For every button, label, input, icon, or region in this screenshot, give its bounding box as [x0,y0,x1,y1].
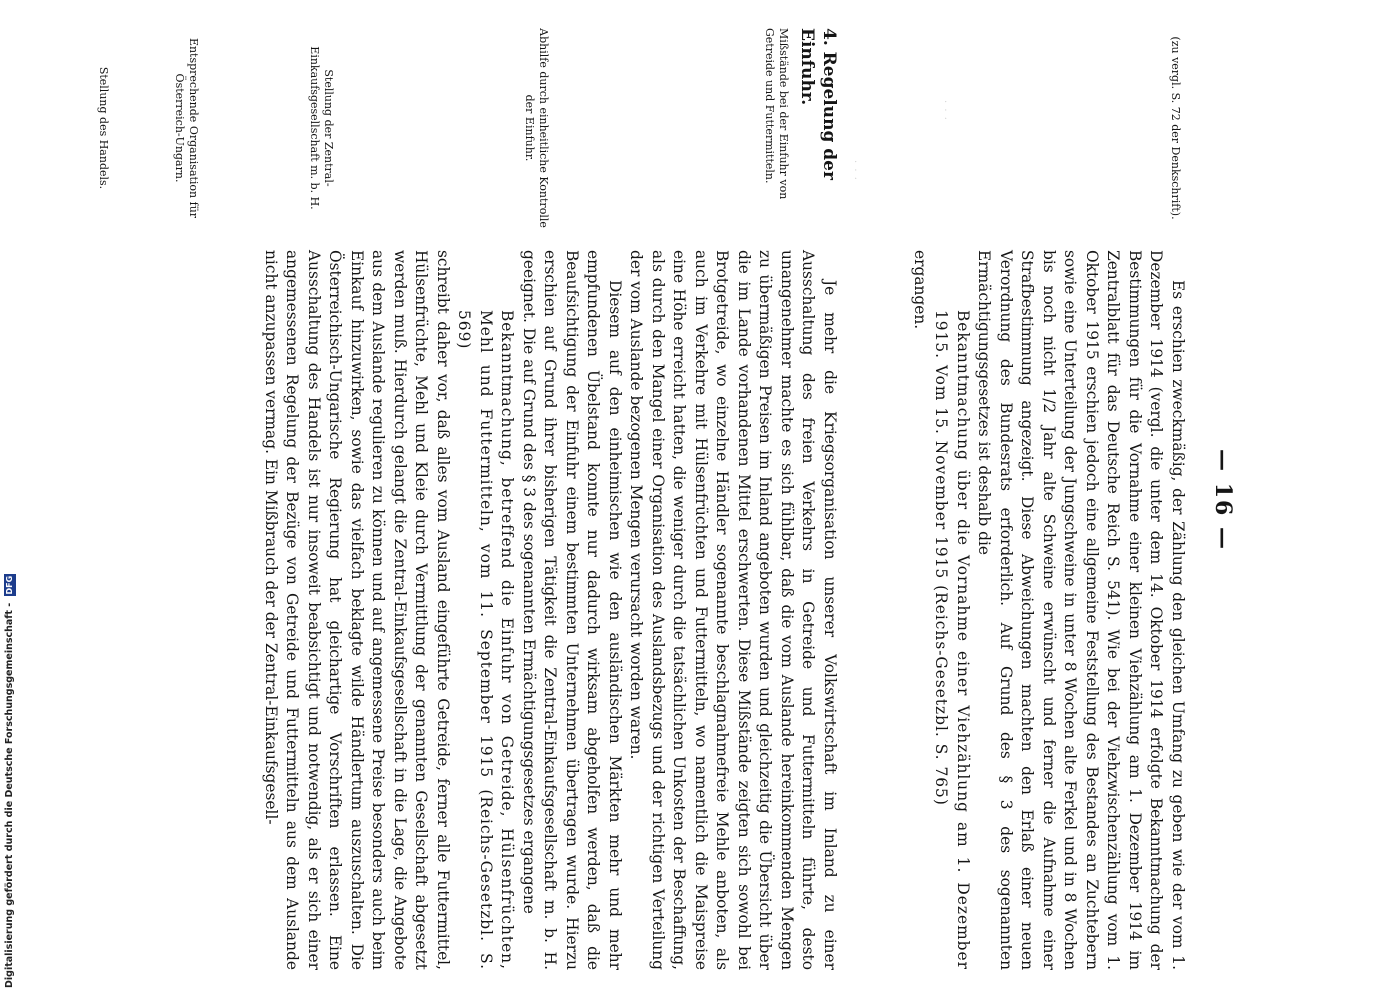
import-paragraph-3: schreibt daher vor, daß alles vom Ausland eingeführte Getreide, ferner alle Futtermittel, Hülsenfrüchte, Mehl und Kleie durch Vermittlung der genannten Gesellschaft abgesetzt werden muß. Hierdurch gelangt die Zentral-Einkaufsgesellschaft in die Lage, die Angebote aus dem Auslande regulieren zu können und auf angemessene Preise besonders auch beim Einkauf hinzuwirken, sowie das vielfach beklagte wilde Händlertum auszuschalten. Die Österreichisch-Ungarische Regierung hat gleichartige Vorschriften erlassen. Eine Ausschaltung des Handels ist nur insoweit beabsichtigt und notwendig, als er sich einer angemessenen Regelung der Bezüge von Getreide und Futtermitteln aus dem Auslande nicht anzupassen vermag. Ein Mißbrauch der der Zentral-Einkaufsgesell- [262,250,452,970]
margin-note-control: Abhilfe durch einheitliche Kontrolle der Einfuhr. [523,28,550,228]
page-number: — 16 — [1210,449,1236,551]
section-livestock-census [909,250,1189,970]
section-heading: 4. Regelung der Einfuhr. [797,28,839,180]
section-import-regulation [260,250,841,970]
margin-note-grievances: Mißstände bei der Einfuhr von Getreide und Futtermitteln. [763,28,790,200]
margin-note-trade: Stellung des Handels. [97,66,110,190]
import-decree-title: Bekanntmachung, betreffend die Einfuhr von Getreide, Hülsenfrüchten, Mehl und Futtermitteln, vom 11. September 1915 (Reichs-Gesetzbl. S. 569) [455,310,517,970]
bleed-through-mark: · · · [939,100,950,121]
census-paragraph: Es erschien zweckmäßig, der Zählung den gleichen Umfang zu geben wie der vom 1. Dezember 1914 (vergl. die unter dem 14. Oktober 1914 erfolgte Bekanntmachung der Bestimmungen für die Vornahme einer kleinen Viehzählung am 1. Dezember 1914 im Zentralblatt für das Deutsche Reich S. 541). Wie bei der Viehzwischenzählung vom 1. Oktober 1915 erschien jedoch eine allgemeine Feststellung des Bestandes an Zuchtebern sowie eine Unterteilung der Jungschweine in unter 8 Wochen alte Ferkel und in 8 Wochen bis noch nicht 1/2 Jahr alte Schweine erwünscht und ferner die Aufnahme einer Strafbestimmung angezeigt. Diese Abweichungen machten den Erlaß einer neuen Verordnung des Bundesrats erforderlich. Auf Grund des § 3 des sogenannten Ermächtigungsgesetzes ist deshalb die [975,250,1187,970]
margin-note-denkschrift: (zu vergl. S. 72 der Denkschrift). [1169,36,1182,220]
digitization-credit [0,0,20,1000]
bleed-through-mark: · · · [849,160,860,181]
census-closing: ergangen. [911,250,929,330]
census-decree-title: Bekanntmachung über die Vornahme einer Viehzählung am 1. Dezember 1915. Vom 15. November 1915 (Reichs-Gesetzbl. S. 765) [932,310,972,970]
import-paragraph-1: Je mehr die Kriegsorganisation unserer Volkswirtschaft im Inland zu einer Ausschaltung des freien Verkehrs in Getreide und Futtermitteln führte, desto unangenehmer machte es sich fühlbar, daß die vom Auslande hereinkommenden Mengen zu übermäßigen Preisen im Inland angeboten wurden und gleichzeitig die Übersicht über die im Lande vorhandenen Mittel erschwerten. Diese Mißstände zeigten sich sowohl bei Brotgetreide, wo einzelne Händler sogenannte beschlagnahmefreie Mehle anboten, als auch im Verkehre mit Hülsenfrüchten und Futtermitteln, wo namentlich die Maispreise eine Höhe erreicht hatten, die weniger durch die tatsächlichen Unkosten der Beschaffung, als durch den Mangel einer Organisation des Auslandsbezugs und der richtigen Verteilung der vom Auslande bezogenen Mengen verursacht worden waren. [627,250,839,970]
margin-note-zeg: Stellung der Zentral-Einkaufsgesellschaft m. b. H. [308,46,335,210]
credit-text: Digitalisierung gefördert durch die Deutsche Forschungsgemeinschaft - [4,602,15,988]
margin-note-austria-hungary: Entsprechende Organisation für Österreich-Ungarn. [173,37,200,219]
import-paragraph-2: Diesem auf den einheimischen wie den ausländischen Märkten mehr und mehr empfundenen Übelstand konnte nur dadurch wirksam abgeholfen werden, daß die Beaufsichtigung der Einfuhr einem bestimmten Unternehmen übertragen wurde. Hierzu erschien auf Grund ihrer bisherigen Tätigkeit die Zentral-Einkaufsgesellschaft m. b. H. geeignet. Die auf Grund des § 3 des sogenannten Ermächtigungsgesetzes ergangene [520,250,624,970]
dfg-logo: DFG [4,575,14,595]
